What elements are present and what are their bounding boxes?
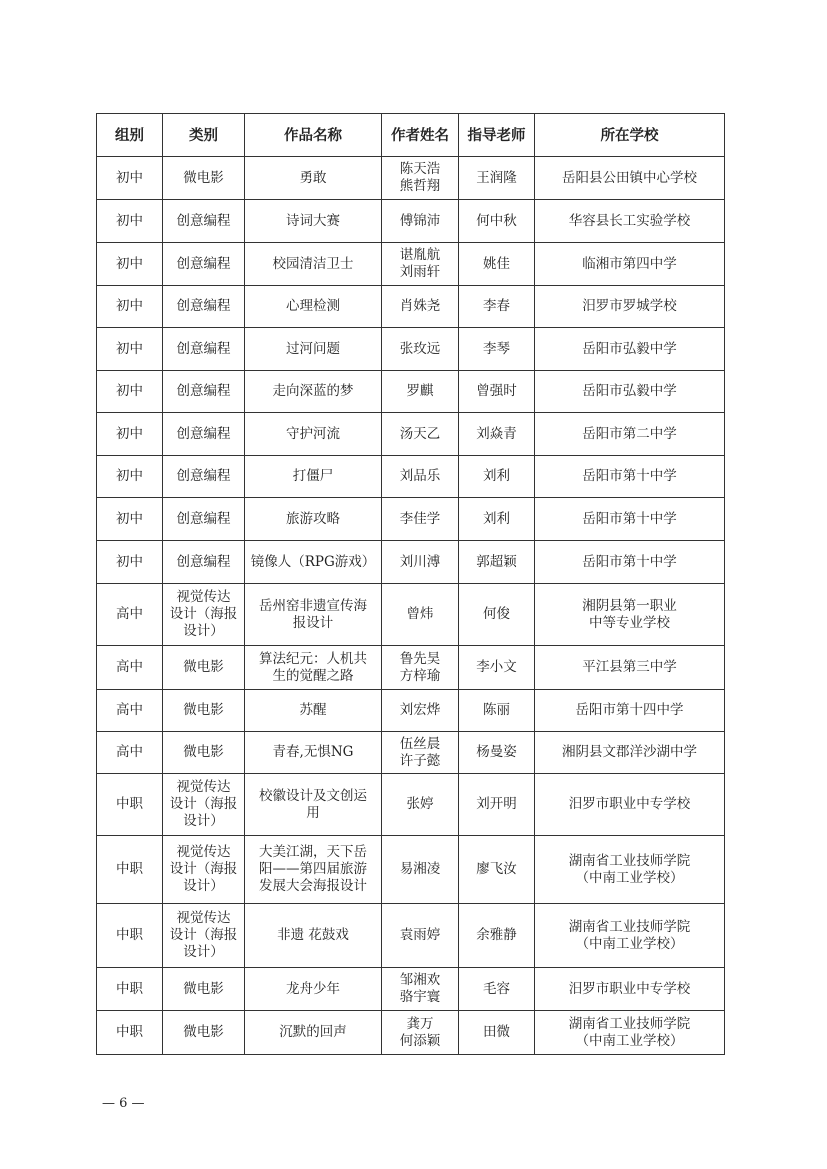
- cell-title: 青春,无惧NG: [245, 732, 382, 774]
- cell-title: 旅游攻略: [245, 498, 382, 541]
- cell-group: 中职: [97, 968, 163, 1011]
- cell-advisor: 刘利: [459, 498, 535, 541]
- cell-authors: 龚万 何添颖: [382, 1011, 459, 1055]
- cell-advisor: 刘焱青: [459, 413, 535, 456]
- cell-group: 初中: [97, 157, 163, 200]
- table-row: [97, 200, 725, 243]
- cell-category: 创意编程: [163, 371, 245, 413]
- cell-group: 初中: [97, 200, 163, 243]
- cell-advisor: 余雅静: [459, 904, 535, 968]
- table-row: [97, 243, 725, 286]
- cell-group: 高中: [97, 646, 163, 690]
- header-title: 作品名称: [245, 114, 382, 157]
- cell-authors: 袁雨婷: [382, 904, 459, 968]
- cell-category: 视觉传达 设计（海报 设计）: [163, 836, 245, 904]
- cell-authors: 刘宏烨: [382, 690, 459, 732]
- cell-group: 高中: [97, 584, 163, 646]
- cell-group: 高中: [97, 690, 163, 732]
- cell-school: 汨罗市职业中专学校: [535, 968, 725, 1011]
- cell-title: 走向深蓝的梦: [245, 371, 382, 413]
- cell-category: 创意编程: [163, 286, 245, 328]
- cell-title: 岳州窑非遗宣传海 报设计: [245, 584, 382, 646]
- cell-advisor: 杨曼姿: [459, 732, 535, 774]
- cell-category: 创意编程: [163, 328, 245, 371]
- table-row: [97, 904, 725, 968]
- header-authors: 作者姓名: [382, 114, 459, 157]
- cell-category: 视觉传达 设计（海报 设计）: [163, 904, 245, 968]
- cell-title: 打僵尸: [245, 456, 382, 498]
- cell-authors: 张玫远: [382, 328, 459, 371]
- cell-category: 创意编程: [163, 413, 245, 456]
- header-category: 类别: [163, 114, 245, 157]
- cell-advisor: 王润隆: [459, 157, 535, 200]
- header-group: 组别: [97, 114, 163, 157]
- table-body: [97, 157, 725, 1055]
- cell-category: 微电影: [163, 690, 245, 732]
- cell-advisor: 刘开明: [459, 774, 535, 836]
- cell-authors: 刘川溥: [382, 541, 459, 584]
- cell-school: 湘阴县第一职业 中等专业学校: [535, 584, 725, 646]
- cell-school: 岳阳市第十四中学: [535, 690, 725, 732]
- table-row: [97, 646, 725, 690]
- cell-authors: 汤天乙: [382, 413, 459, 456]
- cell-school: 汨罗市职业中专学校: [535, 774, 725, 836]
- cell-advisor: 田微: [459, 1011, 535, 1055]
- cell-school: 湖南省工业技师学院 （中南工业学校）: [535, 836, 725, 904]
- cell-school: 华容县长工实验学校: [535, 200, 725, 243]
- cell-advisor: 李小文: [459, 646, 535, 690]
- table-row: [97, 1011, 725, 1055]
- cell-school: 汨罗市罗城学校: [535, 286, 725, 328]
- cell-school: 湘阴县文郡洋沙湖中学: [535, 732, 725, 774]
- cell-category: 微电影: [163, 646, 245, 690]
- cell-authors: 伍丝晨 许子懿: [382, 732, 459, 774]
- header-advisor: 指导老师: [459, 114, 535, 157]
- cell-advisor: 李春: [459, 286, 535, 328]
- cell-title: 守护河流: [245, 413, 382, 456]
- cell-group: 初中: [97, 498, 163, 541]
- cell-title: 苏醒: [245, 690, 382, 732]
- cell-authors: 邹湘欢 骆宇寰: [382, 968, 459, 1011]
- cell-school: 岳阳市第十中学: [535, 456, 725, 498]
- cell-title: 诗词大赛: [245, 200, 382, 243]
- table-row: [97, 541, 725, 584]
- cell-title: 校园清洁卫士: [245, 243, 382, 286]
- cell-category: 视觉传达 设计（海报 设计）: [163, 774, 245, 836]
- cell-authors: 鲁先昊 方梓瑜: [382, 646, 459, 690]
- cell-title: 校徽设计及文创运 用: [245, 774, 382, 836]
- cell-school: 临湘市第四中学: [535, 243, 725, 286]
- table-header-row: [97, 114, 725, 157]
- cell-title: 大美江湖，天下岳 阳——第四届旅游 发展大会海报设计: [245, 836, 382, 904]
- table-row: [97, 328, 725, 371]
- cell-group: 初中: [97, 456, 163, 498]
- cell-authors: 肖姝尧: [382, 286, 459, 328]
- cell-authors: 谌胤航 刘雨轩: [382, 243, 459, 286]
- table-row: [97, 371, 725, 413]
- cell-school: 岳阳市第十中学: [535, 498, 725, 541]
- cell-school: 岳阳市第二中学: [535, 413, 725, 456]
- cell-group: 中职: [97, 774, 163, 836]
- cell-advisor: 曾强时: [459, 371, 535, 413]
- cell-advisor: 李琴: [459, 328, 535, 371]
- cell-advisor: 廖飞汝: [459, 836, 535, 904]
- cell-school: 岳阳市第十中学: [535, 541, 725, 584]
- cell-advisor: 姚佳: [459, 243, 535, 286]
- cell-advisor: 陈丽: [459, 690, 535, 732]
- table-row: [97, 413, 725, 456]
- cell-category: 微电影: [163, 157, 245, 200]
- cell-category: 创意编程: [163, 243, 245, 286]
- cell-advisor: 刘利: [459, 456, 535, 498]
- cell-advisor: 毛容: [459, 968, 535, 1011]
- award-table: [96, 113, 725, 1055]
- table-row: [97, 968, 725, 1011]
- cell-title: 镜像人（RPG游戏）: [245, 541, 382, 584]
- cell-category: 微电影: [163, 968, 245, 1011]
- cell-category: 微电影: [163, 1011, 245, 1055]
- cell-group: 初中: [97, 243, 163, 286]
- cell-group: 初中: [97, 286, 163, 328]
- cell-school: 湖南省工业技师学院 （中南工业学校）: [535, 904, 725, 968]
- cell-group: 初中: [97, 541, 163, 584]
- table-row: [97, 732, 725, 774]
- cell-authors: 易湘凌: [382, 836, 459, 904]
- table-row: [97, 836, 725, 904]
- cell-school: 平江县第三中学: [535, 646, 725, 690]
- cell-category: 创意编程: [163, 498, 245, 541]
- cell-authors: 刘品乐: [382, 456, 459, 498]
- cell-group: 初中: [97, 328, 163, 371]
- cell-category: 创意编程: [163, 456, 245, 498]
- cell-title: 沉默的回声: [245, 1011, 382, 1055]
- cell-group: 初中: [97, 371, 163, 413]
- cell-category: 创意编程: [163, 200, 245, 243]
- cell-school: 岳阳市弘毅中学: [535, 328, 725, 371]
- cell-group: 中职: [97, 1011, 163, 1055]
- cell-authors: 李佳学: [382, 498, 459, 541]
- cell-authors: 曾炜: [382, 584, 459, 646]
- table-row: [97, 690, 725, 732]
- cell-group: 高中: [97, 732, 163, 774]
- cell-advisor: 郭超颖: [459, 541, 535, 584]
- cell-authors: 陈天浩 熊哲翔: [382, 157, 459, 200]
- cell-authors: 傅锦沛: [382, 200, 459, 243]
- table-row: [97, 157, 725, 200]
- cell-school: 岳阳市弘毅中学: [535, 371, 725, 413]
- page-number: — 6 —: [102, 1096, 145, 1111]
- cell-group: 中职: [97, 836, 163, 904]
- cell-title: 算法纪元：人机共 生的觉醒之路: [245, 646, 382, 690]
- table-row: [97, 774, 725, 836]
- table-row: [97, 456, 725, 498]
- cell-advisor: 何俊: [459, 584, 535, 646]
- cell-category: 视觉传达 设计（海报 设计）: [163, 584, 245, 646]
- cell-authors: 罗麒: [382, 371, 459, 413]
- cell-title: 非遗 花鼓戏: [245, 904, 382, 968]
- cell-title: 心理检测: [245, 286, 382, 328]
- cell-group: 中职: [97, 904, 163, 968]
- cell-title: 龙舟少年: [245, 968, 382, 1011]
- header-school: 所在学校: [535, 114, 725, 157]
- table-row: [97, 286, 725, 328]
- cell-school: 岳阳县公田镇中心学校: [535, 157, 725, 200]
- cell-title: 过河问题: [245, 328, 382, 371]
- cell-title: 勇敢: [245, 157, 382, 200]
- cell-group: 初中: [97, 413, 163, 456]
- cell-authors: 张婷: [382, 774, 459, 836]
- cell-category: 微电影: [163, 732, 245, 774]
- cell-school: 湖南省工业技师学院 （中南工业学校）: [535, 1011, 725, 1055]
- cell-category: 创意编程: [163, 541, 245, 584]
- table-row: [97, 498, 725, 541]
- cell-advisor: 何中秋: [459, 200, 535, 243]
- table-row: [97, 584, 725, 646]
